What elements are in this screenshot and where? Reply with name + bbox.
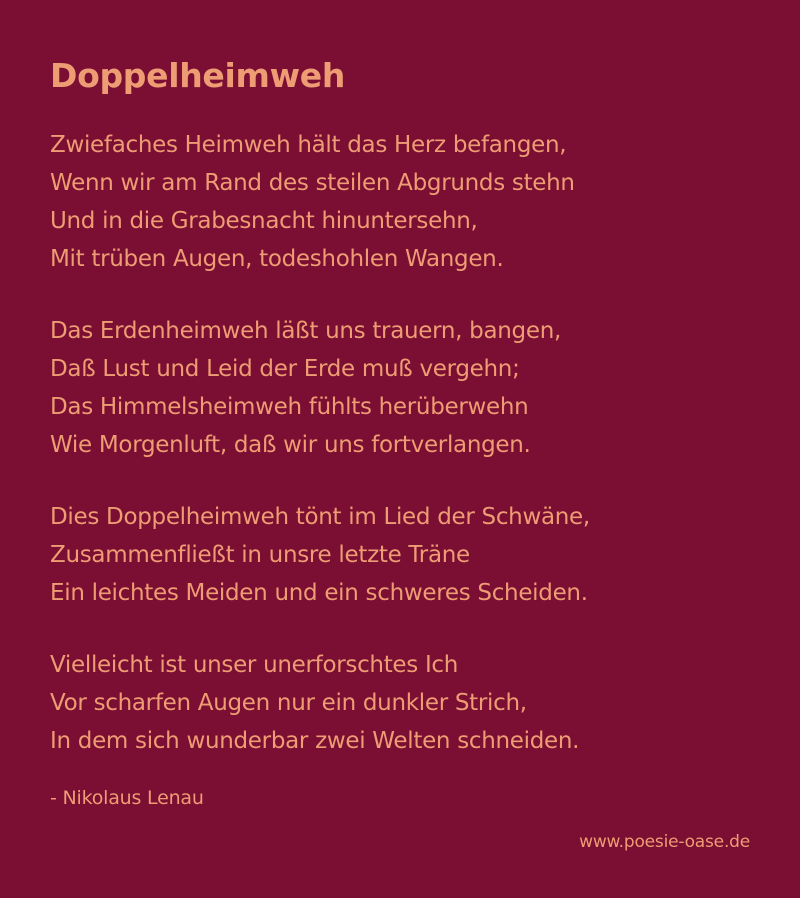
poem-line: Das Himmelsheimweh fühlts herüberwehn	[50, 394, 529, 420]
stanza	[50, 646, 770, 760]
stanza	[50, 312, 770, 464]
poem-line: Ein leichtes Meiden und ein schweres Scheiden.	[50, 580, 588, 606]
poem-line: Wie Morgenluft, daß wir uns fortverlangen.	[50, 432, 531, 458]
poem-line: Vor scharfen Augen nur ein dunkler Strich,	[50, 690, 527, 716]
poem-line: Zusammenfließt in unsre letzte Träne	[50, 542, 470, 568]
poem-line: Und in die Grabesnacht hinuntersehn,	[50, 208, 478, 234]
poem-line: Das Erdenheimweh läßt uns trauern, bangen,	[50, 318, 561, 344]
poem-line: Dies Doppelheimweh tönt im Lied der Schwäne,	[50, 504, 590, 530]
poem-line: Zwiefaches Heimweh hält das Herz befangen,	[50, 132, 567, 158]
poem-line: Daß Lust und Leid der Erde muß vergehn;	[50, 356, 520, 382]
source-url: www.poesie-oase.de	[579, 832, 750, 852]
poem-line: Wenn wir am Rand des steilen Abgrunds stehn	[50, 170, 575, 196]
poem-line: In dem sich wunderbar zwei Welten schneiden.	[50, 728, 580, 754]
author-credit: - Nikolaus Lenau	[50, 787, 204, 809]
poem-body	[50, 126, 770, 794]
poem-line: Vielleicht ist unser unerforschtes Ich	[50, 652, 459, 678]
stanza	[50, 498, 770, 612]
stanza	[50, 126, 770, 278]
poem-line: Mit trüben Augen, todeshohlen Wangen.	[50, 246, 504, 272]
poem-title: Doppelheimweh	[50, 56, 346, 95]
